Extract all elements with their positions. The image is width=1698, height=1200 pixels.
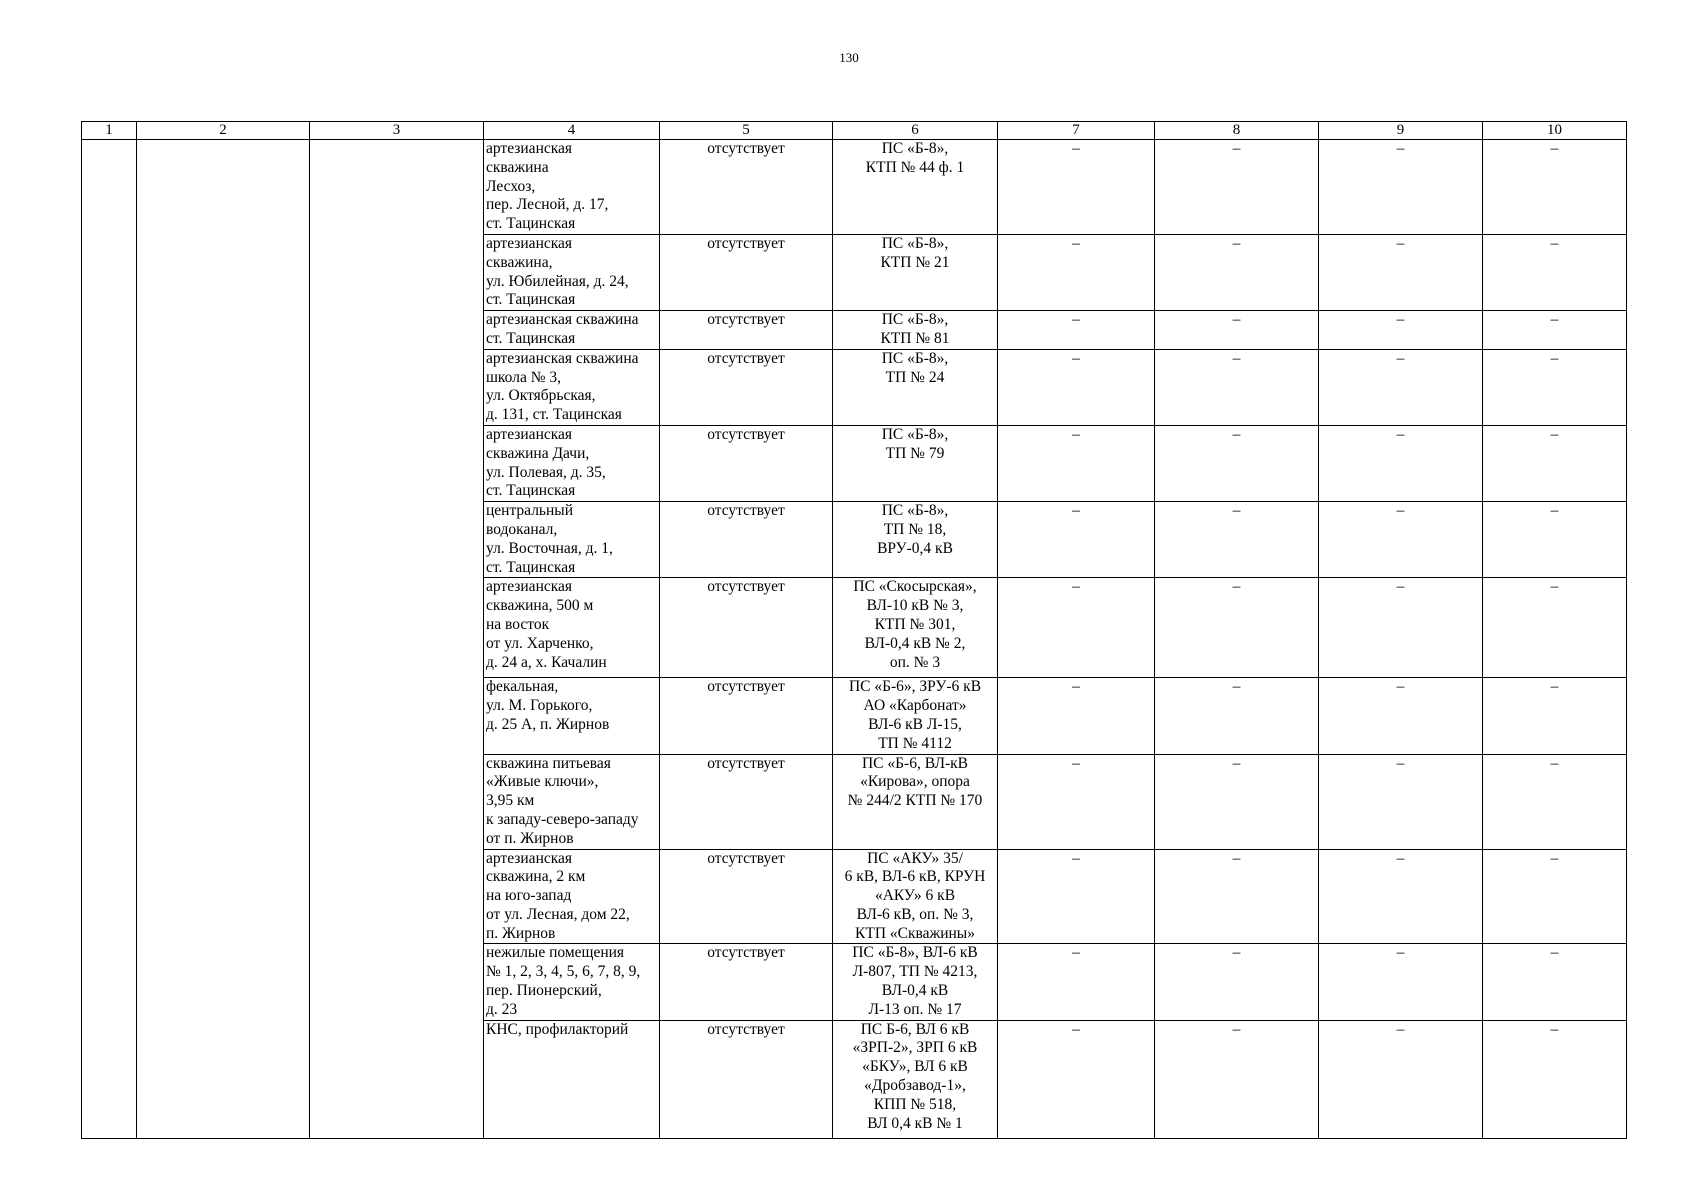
status-cell: отсутствует [660, 944, 833, 1020]
column-header: 3 [310, 122, 484, 140]
status-cell: отсутствует [660, 502, 833, 578]
column-10-cell: – [1483, 425, 1627, 501]
column-9-cell: – [1319, 140, 1483, 235]
status-cell: отсутствует [660, 754, 833, 849]
power-source-cell: ПС Б-6, ВЛ 6 кВ «ЗРП-2», ЗРП 6 кВ «БКУ», ВЛ 6 кВ «Дробзавод-1», КПП № 518, ВЛ 0,4 кВ № 1 [833, 1020, 998, 1138]
object-name-cell: артезианская скважина ст. Тацинская [484, 311, 660, 350]
column-7-cell: – [998, 578, 1155, 678]
column-9-cell: – [1319, 754, 1483, 849]
column-8-cell: – [1155, 349, 1319, 425]
column-9-cell: – [1319, 944, 1483, 1020]
power-source-cell: ПС «Б-8», КТП № 21 [833, 234, 998, 310]
status-cell: отсутствует [660, 140, 833, 235]
column-9-cell: – [1319, 502, 1483, 578]
column-10-cell: – [1483, 311, 1627, 350]
power-source-cell: ПС «Б-8», ТП № 18, ВРУ-0,4 кВ [833, 502, 998, 578]
column-7-cell: – [998, 678, 1155, 754]
column-10-cell: – [1483, 1020, 1627, 1138]
power-source-cell: ПС «Б-8», ТП № 24 [833, 349, 998, 425]
status-cell: отсутствует [660, 578, 833, 678]
column-7-cell: – [998, 502, 1155, 578]
column-7-cell: – [998, 140, 1155, 235]
column-8-cell: – [1155, 944, 1319, 1020]
power-source-cell: ПС «Б-8», КТП № 81 [833, 311, 998, 350]
column-8-cell: – [1155, 578, 1319, 678]
object-name-cell: артезианская скважина, 2 км на юго-запад от ул. Лесная, дом 22, п. Жирнов [484, 849, 660, 944]
column-7-cell: – [998, 944, 1155, 1020]
column-header: 8 [1155, 122, 1319, 140]
column-header: 9 [1319, 122, 1483, 140]
column-10-cell: – [1483, 234, 1627, 310]
column-10-cell: – [1483, 502, 1627, 578]
object-name-cell: артезианская скважина Дачи, ул. Полевая, д. 35, ст. Тацинская [484, 425, 660, 501]
column-3-cell [310, 140, 484, 1139]
table-body [82, 140, 1627, 1139]
power-source-cell: ПС «Б-6, ВЛ-кВ «Кирова», опора № 244/2 КТП № 170 [833, 754, 998, 849]
column-9-cell: – [1319, 1020, 1483, 1138]
object-name-cell: скважина питьевая «Живые ключи», 3,95 км к западу-северо-западу от п. Жирнов [484, 754, 660, 849]
object-name-cell: артезианская скважина, ул. Юбилейная, д. 24, ст. Тацинская [484, 234, 660, 310]
status-cell: отсутствует [660, 678, 833, 754]
column-10-cell: – [1483, 140, 1627, 235]
column-7-cell: – [998, 1020, 1155, 1138]
column-8-cell: – [1155, 678, 1319, 754]
power-source-cell: ПС «Скосырская», ВЛ-10 кВ № 3, КТП № 301, ВЛ-0,4 кВ № 2, оп. № 3 [833, 578, 998, 678]
column-7-cell: – [998, 349, 1155, 425]
data-table [81, 121, 1627, 1139]
column-header: 4 [484, 122, 660, 140]
status-cell: отсутствует [660, 234, 833, 310]
page-number: 130 [839, 50, 859, 65]
object-name-cell: центральный водоканал, ул. Восточная, д. 1, ст. Тацинская [484, 502, 660, 578]
column-1-cell [82, 140, 137, 1139]
status-cell: отсутствует [660, 425, 833, 501]
status-cell: отсутствует [660, 349, 833, 425]
column-10-cell: – [1483, 678, 1627, 754]
column-10-cell: – [1483, 849, 1627, 944]
column-7-cell: – [998, 311, 1155, 350]
column-9-cell: – [1319, 311, 1483, 350]
column-8-cell: – [1155, 140, 1319, 235]
column-8-cell: – [1155, 754, 1319, 849]
power-source-cell: ПС «АКУ» 35/ 6 кВ, ВЛ-6 кВ, КРУН «АКУ» 6 кВ ВЛ-6 кВ, оп. № 3, КТП «Скважины» [833, 849, 998, 944]
column-8-cell: – [1155, 1020, 1319, 1138]
column-7-cell: – [998, 234, 1155, 310]
column-header: 10 [1483, 122, 1627, 140]
column-9-cell: – [1319, 349, 1483, 425]
power-source-cell: ПС «Б-8», КТП № 44 ф. 1 [833, 140, 998, 235]
table-row [82, 140, 1627, 235]
column-10-cell: – [1483, 754, 1627, 849]
status-cell: отсутствует [660, 311, 833, 350]
column-2-cell [137, 140, 310, 1139]
column-header: 7 [998, 122, 1155, 140]
column-8-cell: – [1155, 234, 1319, 310]
column-header: 5 [660, 122, 833, 140]
column-7-cell: – [998, 425, 1155, 501]
column-header: 6 [833, 122, 998, 140]
column-10-cell: – [1483, 349, 1627, 425]
power-source-cell: ПС «Б-6», ЗРУ-6 кВ АО «Карбонат» ВЛ-6 кВ Л-15, ТП № 4112 [833, 678, 998, 754]
column-9-cell: – [1319, 678, 1483, 754]
object-name-cell: фекальная, ул. М. Горького, д. 25 А, п. Жирнов [484, 678, 660, 754]
column-8-cell: – [1155, 425, 1319, 501]
column-10-cell: – [1483, 944, 1627, 1020]
column-9-cell: – [1319, 578, 1483, 678]
column-9-cell: – [1319, 849, 1483, 944]
column-10-cell: – [1483, 578, 1627, 678]
power-source-cell: ПС «Б-8», ТП № 79 [833, 425, 998, 501]
column-8-cell: – [1155, 849, 1319, 944]
column-9-cell: – [1319, 234, 1483, 310]
object-name-cell: нежилые помещения № 1, 2, 3, 4, 5, 6, 7, 8, 9, пер. Пионерский, д. 23 [484, 944, 660, 1020]
column-number-row [82, 122, 1627, 140]
status-cell: отсутствует [660, 849, 833, 944]
column-7-cell: – [998, 754, 1155, 849]
object-name-cell: артезианская скважина школа № 3, ул. Октябрьская, д. 131, ст. Тацинская [484, 349, 660, 425]
column-8-cell: – [1155, 502, 1319, 578]
column-header: 1 [82, 122, 137, 140]
power-source-cell: ПС «Б-8», ВЛ-6 кВ Л-807, ТП № 4213, ВЛ-0,4 кВ Л-13 оп. № 17 [833, 944, 998, 1020]
status-cell: отсутствует [660, 1020, 833, 1138]
column-header: 2 [137, 122, 310, 140]
column-9-cell: – [1319, 425, 1483, 501]
column-7-cell: – [998, 849, 1155, 944]
column-8-cell: – [1155, 311, 1319, 350]
object-name-cell: артезианская скважина, 500 м на восток от ул. Харченко, д. 24 а, х. Качалин [484, 578, 660, 678]
object-name-cell: КНС, профилакторий [484, 1020, 660, 1138]
object-name-cell: артезианская скважина Лесхоз, пер. Лесной, д. 17, ст. Тацинская [484, 140, 660, 235]
